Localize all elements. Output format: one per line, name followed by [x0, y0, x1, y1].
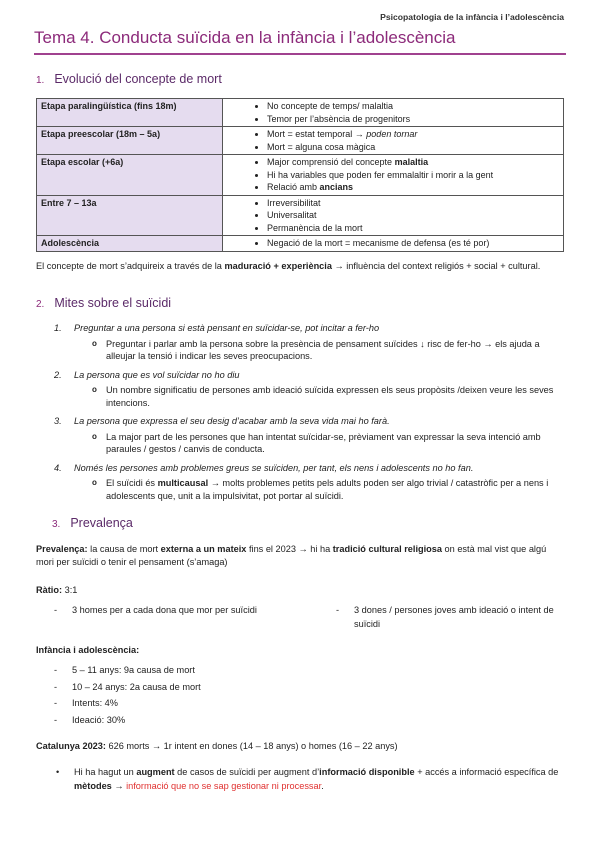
stage-cell: Etapa preescolar (18m – 5a) — [37, 127, 223, 155]
stage-cell: Etapa escolar (+6a) — [37, 155, 223, 196]
list-item: - Ideació: 30% — [54, 712, 354, 729]
list-item: • Universalitat — [267, 209, 559, 222]
list-item: • Negació de la mort = mecanisme de defensa (es té por) — [267, 237, 559, 250]
stage-cell: Adolescència — [37, 236, 223, 252]
description-cell — [223, 127, 564, 155]
running-header: Psicopatologia de la infància i l’adolescència — [380, 12, 564, 22]
myth-question: 4. Només les persones amb problemes greus se suïciden, per tant, els nens i adolescents no ho fan. — [54, 462, 474, 473]
section-1-number: 1. — [36, 75, 45, 86]
list-item: • Mort = alguna cosa màgica — [267, 141, 559, 154]
myth-question: 3. La persona que expressa el seu desig d’acabar amb la seva vida mai ho farà. — [54, 416, 390, 426]
myth-answer: o La major part de les persones que han intentat suïcidar-se, prèviament van expressar la seva intenció amb paraules / gestos / canvis de conducta. — [36, 431, 566, 456]
list-item: • Relació amb ancians — [267, 181, 559, 194]
section-3-title: Prevalença — [70, 516, 133, 530]
concept-paragraph: El concepte de mort s’adquireix a través de la maduració + experiència → influència del context religiós + social + cultural. — [36, 261, 541, 271]
description-cell — [223, 155, 564, 196]
stage-cell: Entre 7 – 13a — [37, 195, 223, 236]
section-2-heading — [36, 296, 171, 310]
myth-item — [36, 415, 566, 456]
list-item: • Major comprensió del concepte malaltia — [267, 156, 559, 169]
myth-question: 1. Preguntar a una persona si està pensant en suïcidar-se, pot incitar a fer-ho — [54, 323, 380, 333]
section-1-heading — [36, 72, 222, 86]
table-row — [37, 99, 564, 127]
table-row — [37, 127, 564, 155]
childhood-label: Infància i adolescència: — [36, 645, 140, 655]
section-2-title: Mites sobre el suïcidi — [54, 296, 172, 310]
myth-item — [36, 369, 566, 410]
list-item: - 3 homes per a cada dona que mor per suïcidi — [54, 602, 304, 619]
table-row — [37, 195, 564, 236]
ratio-left-list — [54, 602, 304, 619]
childhood-list — [54, 662, 354, 728]
table-row — [37, 236, 564, 252]
description-cell — [223, 236, 564, 252]
death-concept-table — [36, 98, 564, 252]
catalunya-line: Catalunya 2023: 626 morts → 1r intent en dones (14 – 18 anys) o homes (16 – 22 anys) — [36, 741, 398, 751]
ratio-right-list — [336, 602, 566, 631]
myth-answer: o Preguntar i parlar amb la persona sobre la presència de pensament suïcides ↓ risc de fer-ho → els ajuda a alleujar la tensió i indicar les seves preocupacions. — [36, 338, 566, 363]
myth-item — [36, 322, 566, 363]
description-cell — [223, 99, 564, 127]
myth-question: 2. La persona que es vol suïcidar no ho diu — [54, 369, 240, 380]
myth-answer: o El suïcidi és multicausal → molts problemes petits pels adults poden ser algo trivial / catastròfic per a nens i adolescents que, unit a la impulsivitat, pot portar al suïcidi. — [36, 477, 566, 502]
section-3-number: 3. — [52, 519, 61, 530]
myth-answer: o Un nombre significatiu de persones amb ideació suïcida expressen els seus propòsits /deixen veure les seves intencions. — [36, 384, 566, 409]
list-item: • Mort = estat temporal → poden tornar — [267, 128, 559, 141]
myth-item — [36, 462, 566, 503]
document-title: Tema 4. Conducta suïcida en la infància i l’adolescència — [34, 28, 456, 47]
myths-list — [36, 322, 566, 508]
list-item: • Permanència de la mort — [267, 222, 559, 235]
section-1-title: Evolució del concepte de mort — [54, 72, 222, 86]
list-item: • Irreversibilitat — [267, 197, 559, 210]
ratio-line: Ràtio: 3:1 — [36, 585, 78, 595]
increase-bullet: • Hi ha hagut un augment de casos de suïcidi per augment d’informació disponible + accés a informació específica de mètodes → informació que no se sap gestionar ni processar. — [54, 766, 586, 793]
description-cell — [223, 195, 564, 236]
title-underline — [34, 53, 566, 55]
section-3-heading — [52, 516, 133, 530]
prevalence-paragraph: Prevalença: la causa de mort externa a un mateix fins el 2023 → hi ha tradició cultural religiosa on està mal vist que algú mori per suïcidi o tenir el pensament (s’amaga) — [36, 544, 547, 567]
list-item: - 3 dones / persones joves amb ideació o intent de suïcidi — [336, 602, 566, 631]
section-2-number: 2. — [36, 299, 45, 310]
list-item: - 5 – 11 anys: 9a causa de mort — [54, 662, 354, 679]
list-item: • No concepte de temps/ malaltia — [267, 100, 559, 113]
table-row — [37, 155, 564, 196]
list-item: • Hi ha variables que poden fer emmalaltir i morir a la gent — [267, 169, 559, 182]
stage-cell: Etapa paralingüística (fins 18m) — [37, 99, 223, 127]
list-item: • Temor per l’absència de progenitors — [267, 113, 559, 126]
list-item: - 10 – 24 anys: 2a causa de mort — [54, 679, 354, 696]
list-item: - Intents: 4% — [54, 695, 354, 712]
